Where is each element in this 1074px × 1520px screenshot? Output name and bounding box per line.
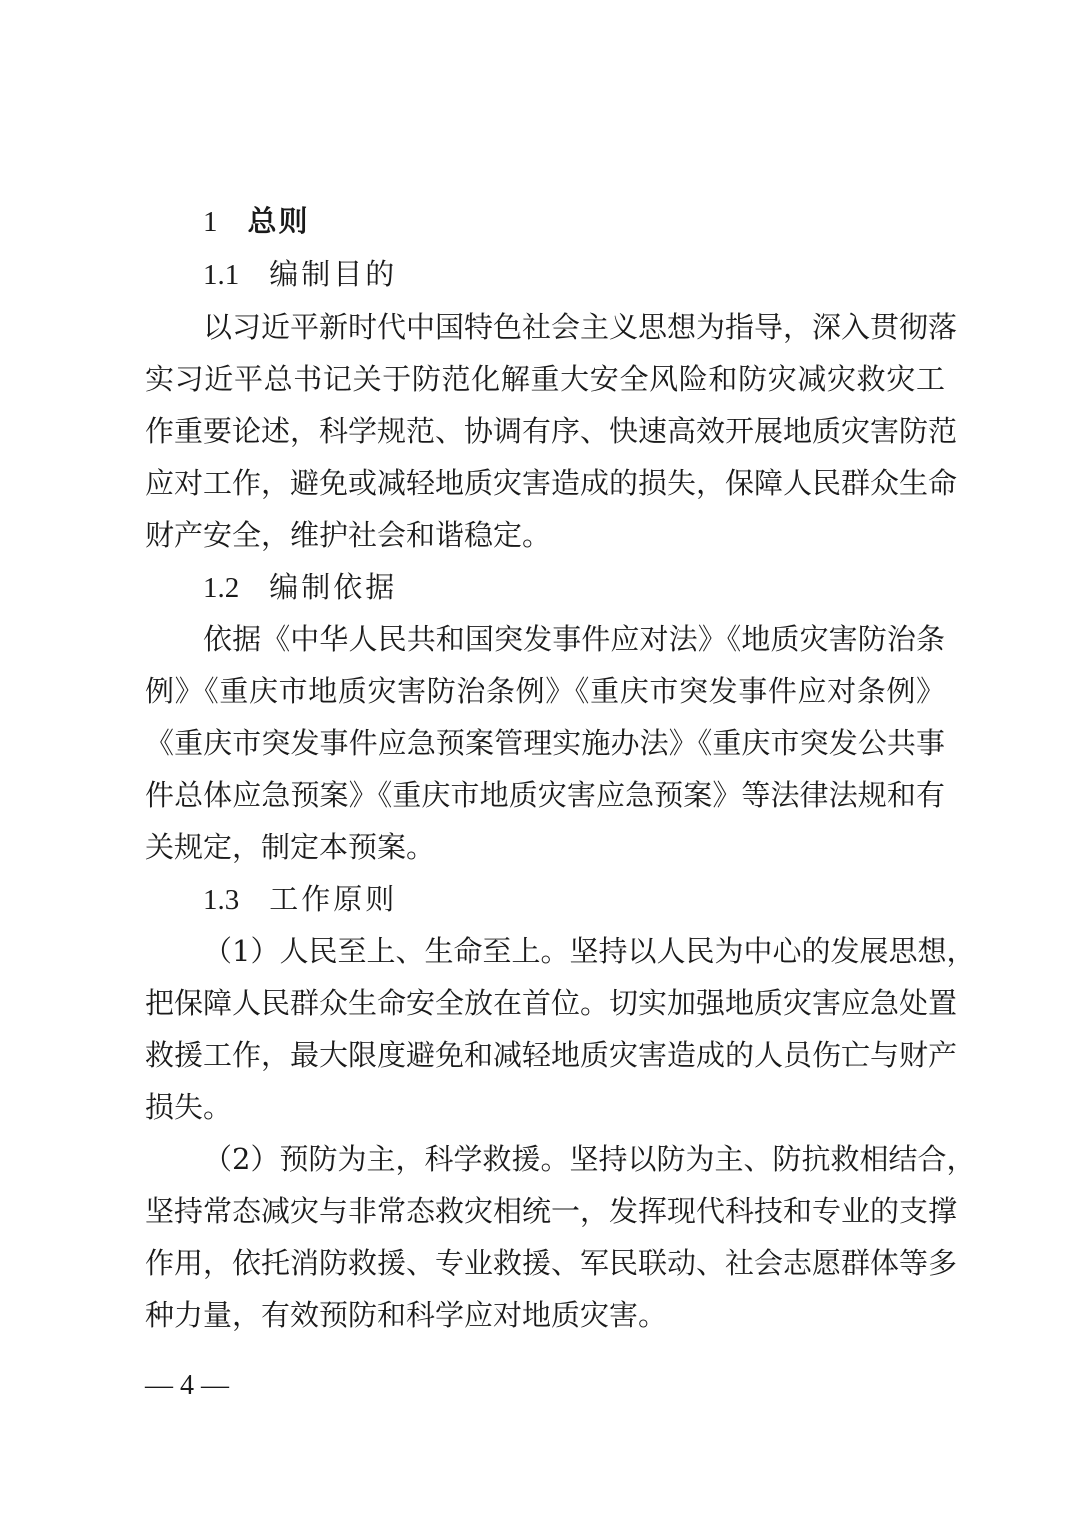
- paragraph-line: （1）人民至上、生命至上。坚持以人民为中心的发展思想，: [203, 934, 976, 968]
- section-title: 工作原则: [269, 882, 398, 916]
- paragraph-line: 关规定，制定本预案。: [145, 830, 436, 864]
- paragraph-line: 损失。: [145, 1090, 233, 1124]
- paragraph-line: 把保障人民群众生命安全放在首位。切实加强地质灾害应急处置: [145, 986, 958, 1020]
- paragraph-line: 实习近平总书记关于防范化解重大安全风险和防灾减灾救灾工: [145, 362, 945, 396]
- paragraph-line: 财产安全，维护社会和谐稳定。: [145, 518, 552, 552]
- paragraph-line: 作用，依托消防救援、专业救援、军民联动、社会志愿群体等多: [145, 1246, 958, 1280]
- section-title: 总则: [247, 204, 310, 238]
- section-number: 1.3: [203, 884, 240, 916]
- paragraph-line: 作重要论述，科学规范、协调有序、快速高效开展地质灾害防范: [145, 414, 958, 448]
- paragraph-line: 应对工作，避免或减轻地质灾害造成的损失，保障人民群众生命: [145, 466, 958, 500]
- section-number: 1.2: [203, 572, 240, 604]
- section-heading-1: [203, 195, 310, 247]
- section-heading-1-1: [203, 248, 397, 300]
- paragraph-line: 以习近平新时代中国特色社会主义思想为指导，深入贯彻落: [203, 310, 958, 344]
- paragraph-line: 救援工作，最大限度避免和减轻地质灾害造成的人员伤亡与财产: [145, 1038, 958, 1072]
- paragraph-line: 件总体应急预案》《重庆市地质灾害应急预案》等法律法规和有: [145, 778, 945, 812]
- paragraph-line: 坚持常态减灾与非常态救灾相统一，发挥现代科技和专业的支撑: [145, 1194, 958, 1228]
- section-title: 编制目的: [269, 257, 398, 291]
- section-heading-1-2: [203, 561, 397, 613]
- section-title: 编制依据: [269, 570, 398, 604]
- paragraph-line: 例》《重庆市地质灾害防治条例》《重庆市突发事件应对条例》: [145, 674, 945, 708]
- paragraph-line: 依据《中华人民共和国突发事件应对法》《地质灾害防治条: [203, 622, 945, 656]
- paragraph-line: （2）预防为主，科学救援。坚持以防为主、防抗救相结合，: [203, 1142, 976, 1176]
- section-heading-1-3: [203, 873, 397, 925]
- paragraph-line: 《重庆市突发事件应急预案管理实施办法》《重庆市突发公共事: [145, 726, 945, 760]
- section-number: 1: [203, 206, 218, 238]
- page-number: — 4 —: [145, 1370, 229, 1401]
- section-number: 1.1: [203, 259, 240, 291]
- paragraph-line: 种力量，有效预防和科学应对地质灾害。: [145, 1298, 668, 1332]
